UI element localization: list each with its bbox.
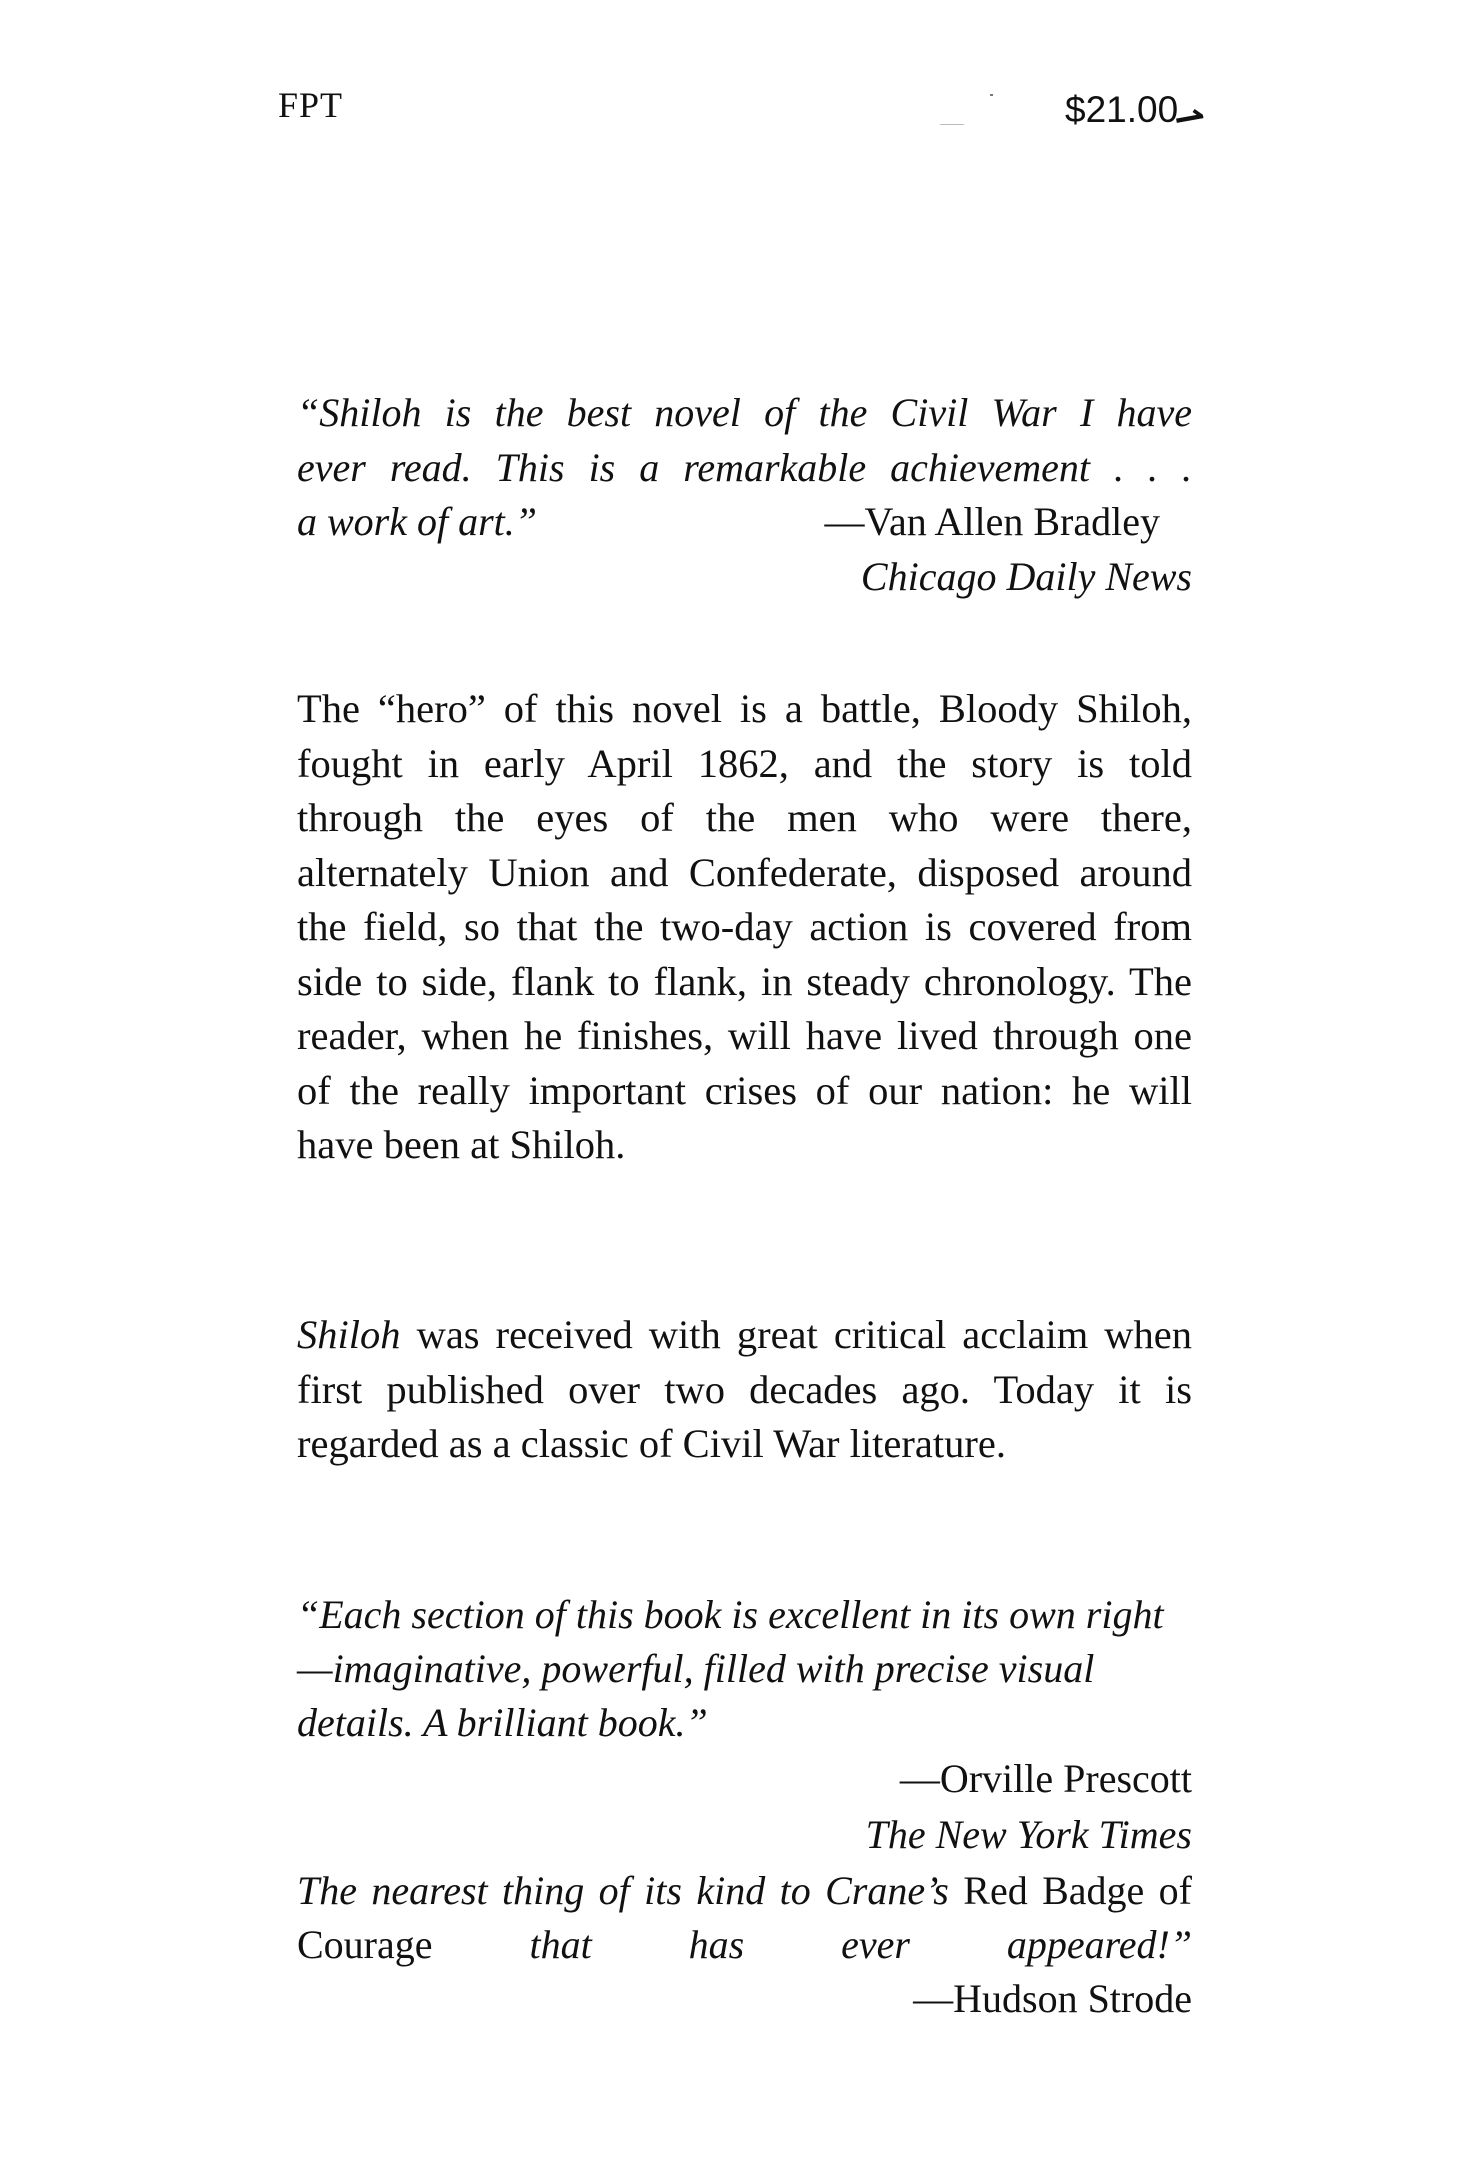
review-quote-bradley [297,386,1192,604]
quote-text: “Each section of this book is excellent in its own right—imaginative, powerful, filled with precise visual details. A brilliant book.” [297,1592,1164,1745]
publisher-code: FPT [278,85,344,125]
book-description: The “hero” of this novel is a battle, Bloody Shiloh, fought in early April 1862, and the story is told through the eyes of the men who were there, alternately Union and Confederate, disposed around the field, so that the two-day action is covered from side to side, flank to flank, in steady chronology. The reader, when he finishes, will have lived through one of the really important crises of our nation: he will have been at Shiloh. [297,686,1192,1167]
acclaim-paragraph [297,1308,1192,1472]
quote-part: The nearest thing of its kind to Crane’s [297,1868,949,1913]
quote-line: a work of art.” [297,499,538,544]
scan-speck [990,94,993,96]
price-label [1065,88,1209,141]
quote-line: “Shiloh is the best novel of the Civil War I have [297,390,1192,435]
price-value: $21.00 [1065,89,1179,130]
quote-publication: Chicago Daily News [860,553,1192,599]
price-mark: ⇀ [1170,94,1209,141]
quote-publication: The New York Times [865,1812,1192,1857]
quote-author: —Orville Prescott [899,1756,1192,1801]
quote-author: —Van Allen Bradley [824,499,1160,544]
quote-book-reference: Red Badge of Courage [297,1868,1192,1967]
book-title: Shiloh [297,1312,401,1357]
quote-author: —Hudson Strode [913,1976,1192,2021]
quote-part: that has ever appeared!” [529,1922,1193,1967]
quote-line: ever read. This is a remarkable achievement . . . [297,444,1192,490]
review-quote-prescott [297,1588,1192,1862]
acclaim-text: was received with great critical acclaim when first published over two decades ago. Today it is regarded as a classic of Civil War literature. [297,1312,1192,1466]
quote-line-with-credit [297,495,1192,550]
review-quote-strode [297,1864,1192,2026]
scan-speck [940,124,964,125]
quote-text [297,1864,1192,1972]
